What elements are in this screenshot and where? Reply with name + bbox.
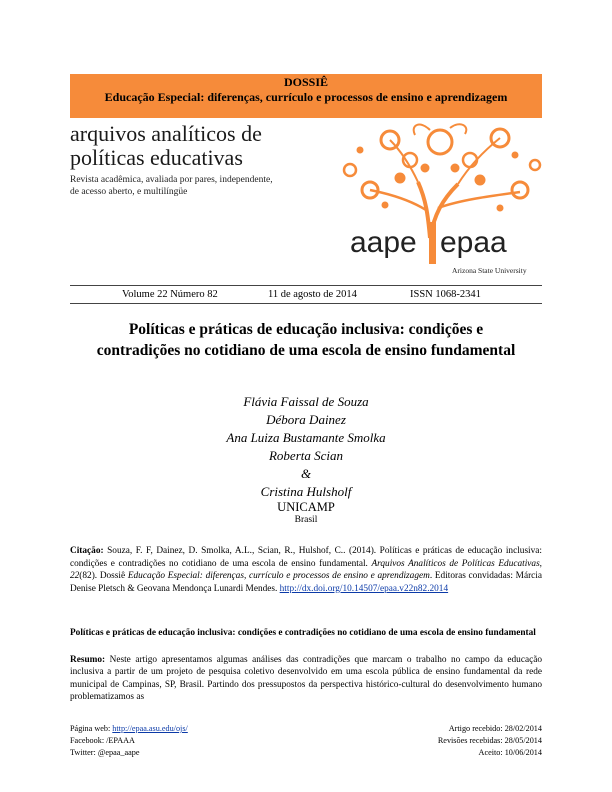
footer-contacts	[70, 723, 188, 759]
author-name: Débora Dainez	[266, 412, 346, 427]
author-name: Flávia Faissal de Souza	[243, 394, 369, 409]
banner-theme: Educação Especial: diferenças, currículo e processos de ensino e aprendizagem	[104, 90, 508, 104]
bottom-rule	[70, 303, 542, 304]
tree-logo-icon	[330, 120, 545, 240]
citation-dossie: Educação Especial: diferenças, currículo e processos de ensino e aprendizagem	[127, 571, 430, 582]
author-name: Roberta Scian	[268, 448, 343, 463]
abstract-text: Neste artigo apresentamos algumas análises das contradições que marcam o trabalho no campo da educação inclusiva a partir de um projeto de pesquisa coletivo desenvolvido em uma escola pública de ensino fundamental da rede municipal de Campinas, SP, Brasil. Partindo dos pressupostos da perspectiva histórico-cultural do desenvolvimento humano problematizamos as	[70, 655, 542, 703]
accepted-date: Aceito: 10/06/2014	[478, 748, 542, 757]
banner-label: DOSSIÊ	[283, 75, 329, 89]
revised-date: Revisões recebidas: 28/05/2014	[437, 736, 542, 745]
author-list	[70, 393, 542, 501]
issue-issn: ISSN 1068-2341	[410, 289, 481, 300]
journal-title-line1: arquivos analíticos de	[70, 121, 262, 146]
received-date: Artigo recebido: 28/02/2014	[448, 724, 542, 733]
citation-text: Souza, F. F, Dainez, D. Smolka, A.L., Scian, R., Hulshof, C.. (2014). Políticas e práticas de educação inclusiva: condições e contradições no cotidiano de uma escola de ensino fundamental.	[70, 546, 543, 569]
author-ampersand: &	[300, 466, 312, 481]
citation-journal: Arquivos Analíticos de Políticas Educativas, 22	[70, 558, 543, 582]
top-rule	[70, 285, 542, 286]
facebook-text: Facebook: /EPAAA	[70, 736, 135, 745]
university-label: Arizona State University	[452, 266, 527, 275]
issue-volume: Volume 22 Número 82	[122, 289, 218, 300]
citation-issue: (82). Dossiê	[79, 571, 126, 582]
author-name: Cristina Hulsholf	[260, 484, 352, 499]
logo-epaa-text: epaa	[440, 226, 507, 259]
twitter-text: Twitter: @epaa_aape	[70, 748, 140, 757]
abstract-label: Resumo:	[70, 655, 106, 665]
abstract-title: Políticas e práticas de educação inclusiva: condições e contradições no cotidiano de uma escola de ensino fundamental	[70, 628, 536, 638]
web-link[interactable]: http://epaa.asu.edu/ojs/	[112, 724, 188, 733]
abstract-block	[70, 654, 542, 704]
author-name: Ana Luiza Bustamante Smolka	[226, 430, 386, 445]
citation-editors: . Editoras convidadas: Márcia Denise Pletsch & Geovana Mendonça Lunardi Mendes.	[70, 571, 543, 594]
web-label: Página web:	[70, 724, 111, 733]
dossie-banner	[70, 74, 542, 118]
issue-date: 11 de agosto de 2014	[268, 289, 357, 300]
logo-divider	[429, 222, 436, 264]
logo-aape-text: aape	[350, 226, 417, 259]
journal-title	[70, 122, 262, 170]
institution: UNICAMP	[277, 500, 335, 514]
citation-label: Citação:	[70, 546, 104, 556]
article-title: Políticas e práticas de educação inclusiva: condições e contradições no cotidiano de uma escola de ensino fundamental	[96, 321, 516, 359]
doi-link[interactable]: http://dx.doi.org/10.14507/epaa.v22n82.2014	[279, 583, 449, 594]
country: Brasil	[294, 515, 318, 525]
footer-dates	[380, 723, 542, 759]
journal-subtitle: Revista acadêmica, avaliada por pares, independente, de acesso aberto, e multilíngüe	[70, 175, 273, 197]
citation-block	[70, 545, 542, 595]
journal-title-line2: políticas educativas	[70, 145, 243, 170]
